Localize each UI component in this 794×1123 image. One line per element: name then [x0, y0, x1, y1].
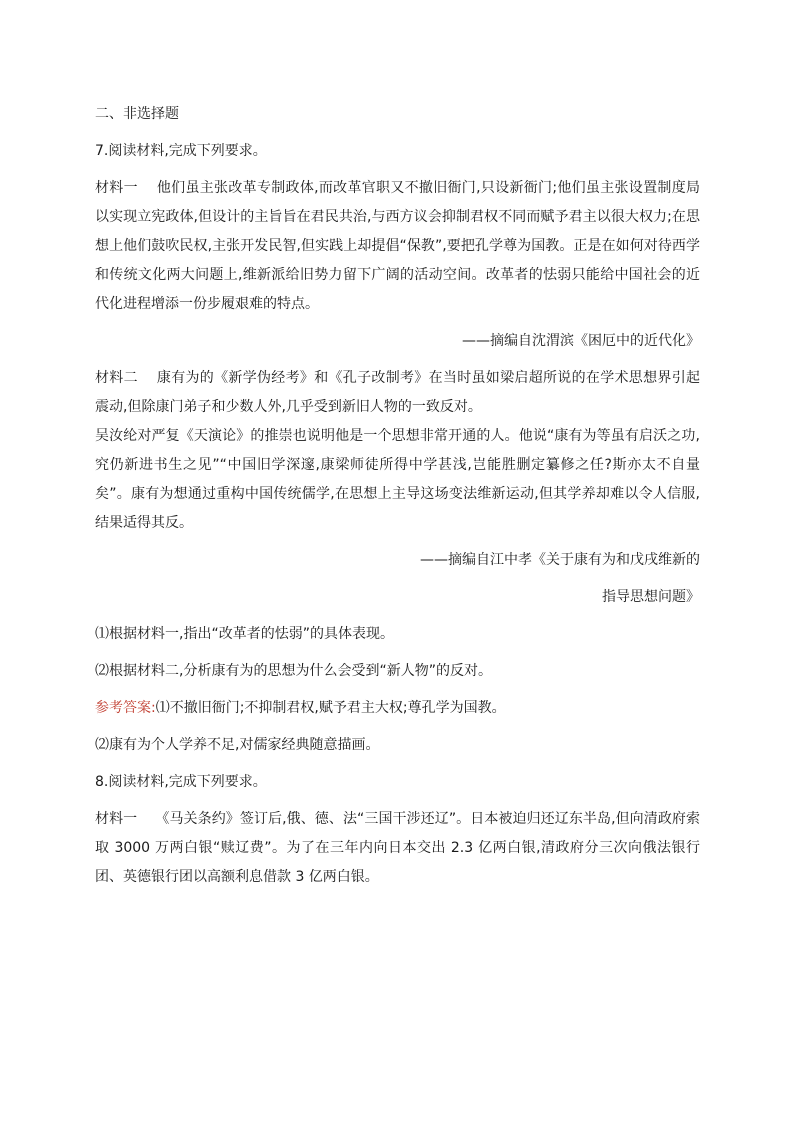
- q8-material1-text: 《马关条约》签订后,俄、德、法“三国干涉还辽”。日本被迫归还辽东半岛,但向清政府索取 3000 万两白银“赎辽费”。为了在三年内向日本交出 2.3 亿两白银,清政府分三次向俄法银行团、英德银行团以高额利息借款 3 亿两白银。: [95, 811, 700, 885]
- q7-answer1: [95, 694, 700, 723]
- q7-material2-source-line2: 指导思想问题》: [602, 589, 700, 605]
- q7-material1-source: ——摘编自沈渭滨《困厄中的近代化》: [462, 333, 700, 349]
- section-title: 二、非选择题: [95, 106, 179, 122]
- q7-material2: [95, 364, 700, 422]
- q8-material1: [95, 805, 700, 892]
- q7-material2-label: 材料二: [95, 370, 138, 386]
- q7-prompt: 7.阅读材料,完成下列要求。: [95, 143, 267, 159]
- answer-label: 参考答案:: [95, 700, 156, 716]
- q7-material1-label: 材料一: [95, 180, 138, 196]
- exam-content: [95, 100, 700, 892]
- q7-answer1-text: ⑴不撤旧衙门;不抑制君权,赋予君主大权;尊孔学为国教。: [155, 700, 506, 716]
- q7-material2-text2: 吴汝纶对严复《天演论》的推崇也说明他是一个思想非常开通的人。他说“康有为等虽有启沃之功,究仍新进书生之见”“中国旧学深邃,康梁师徒所得中学甚浅,岂能胜删定纂修之任?斯亦太不自量矣”。康有为想通过重构中国传统儒学,在思想上主导这场变法维新运动,但其学养却难以令人信服,结果适得其反。: [95, 428, 700, 531]
- q8-material1-label: 材料一: [95, 811, 138, 827]
- q7-material2-text: 康有为的《新学伪经考》和《孔子改制考》在当时虽如梁启超所说的在学术思想界引起震动,但除康门弟子和少数人外,几乎受到新旧人物的一致反对。: [95, 370, 700, 415]
- q7-material2-source-line1: ——摘编自江中孝《关于康有为和戊戌维新的: [420, 552, 700, 568]
- q8-prompt: 8.阅读材料,完成下列要求。: [95, 774, 267, 790]
- q7-material1-text: 他们虽主张改革专制政体,而改革官职又不撤旧衙门,只设新衙门;他们虽主张设置制度局以实现立宪政体,但设计的主旨旨在君民共治,与西方议会抑制君权不同而赋予君主以很大权力;在思想上他们鼓吹民权,主张开发民智,但实践上却提倡“保教”,要把孔学尊为国教。正是在如何对待西学和传统文化两大问题上,维新派给旧势力留下广阔的活动空间。改革者的怯弱只能给中国社会的近代化进程增添一份步履艰难的特点。: [95, 180, 700, 312]
- q7-question2: ⑵根据材料二,分析康有为的思想为什么会受到“新人物”的反对。: [95, 663, 492, 679]
- q7-question1: ⑴根据材料一,指出“改革者的怯弱”的具体表现。: [95, 626, 394, 642]
- q7-answer2: ⑵康有为个人学养不足,对儒家经典随意描画。: [95, 737, 380, 753]
- q7-material1: [95, 174, 700, 319]
